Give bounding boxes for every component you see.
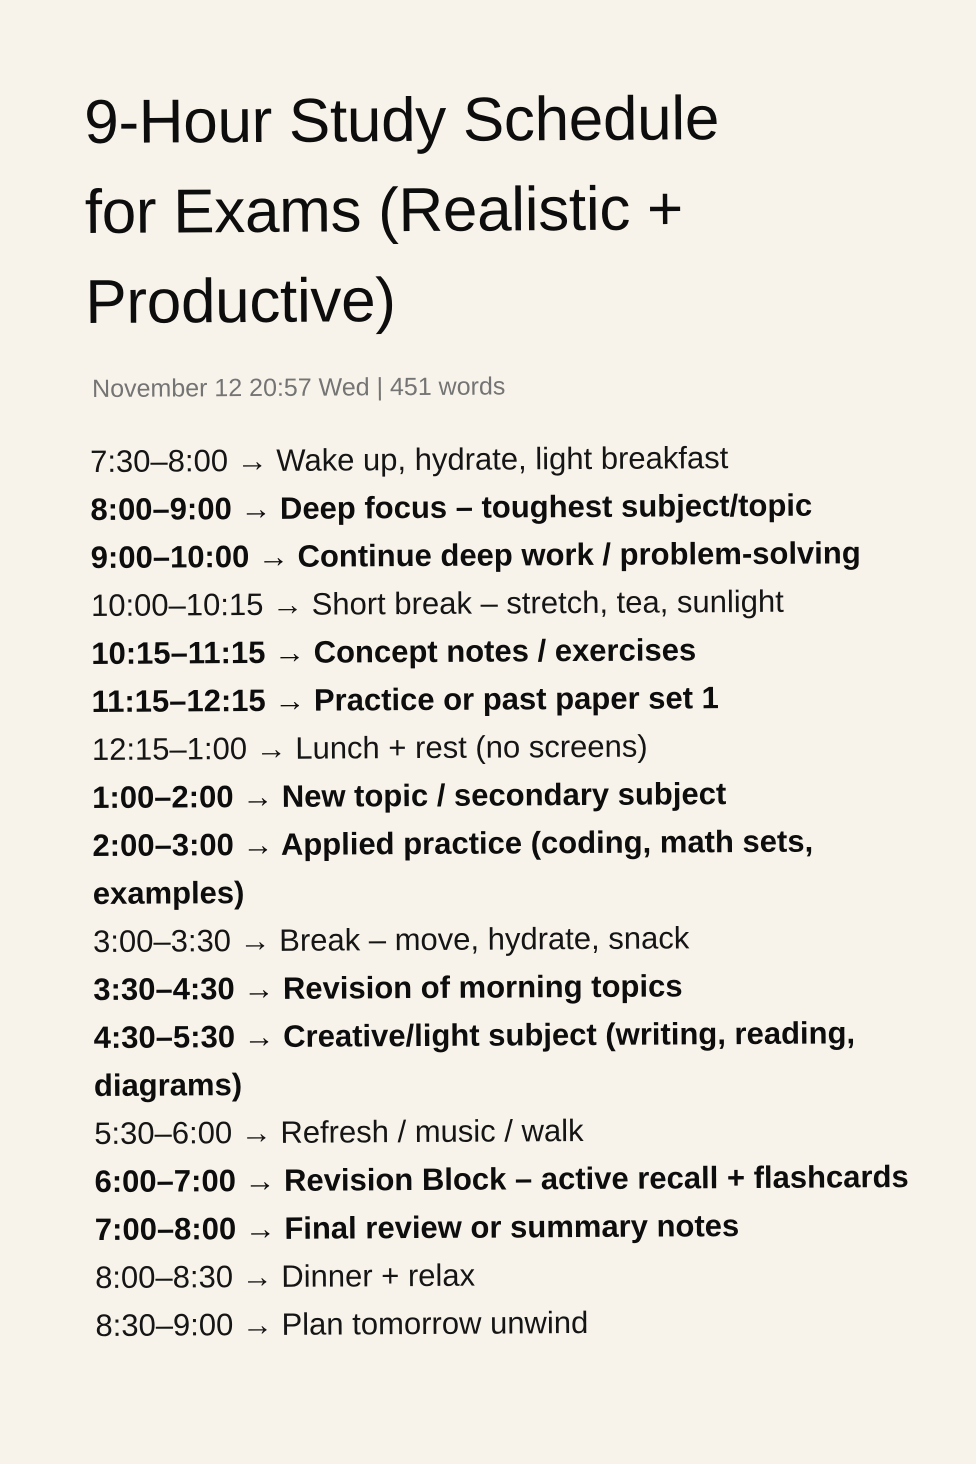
- schedule-item: 11:15–12:15 → Practice or past paper set 1: [91, 680, 719, 719]
- schedule-item: 8:30–9:00 → Plan tomorrow unwind: [95, 1304, 589, 1343]
- schedule-item: 7:00–8:00 → Final review or summary notes: [94, 1208, 740, 1247]
- schedule-item: 1:00–2:00 → New topic / secondary subject: [92, 776, 727, 815]
- schedule-item: 3:30–4:30 → Revision of morning topics: [93, 968, 683, 1007]
- note-title: 9-Hour Study Schedule for Exams (Realistic + Productive): [84, 84, 720, 337]
- schedule-item: 7:30–8:00 → Wake up, hydrate, light breakfast: [90, 440, 729, 479]
- schedule-item: 2:00–3:00 → Applied practice (coding, math sets, examples): [92, 823, 814, 911]
- schedule-item: 3:00–3:30 → Break – move, hydrate, snack: [92, 920, 690, 959]
- schedule-item: 12:15–1:00 → Lunch + rest (no screens): [91, 728, 648, 767]
- schedule-list: [90, 433, 926, 1350]
- schedule-item: 8:00–8:30 → Dinner + relax: [95, 1257, 476, 1295]
- schedule-item: 6:00–7:00 → Revision Block – active recall + flashcards: [94, 1159, 909, 1199]
- schedule-item: 5:30–6:00 → Refresh / music / walk: [94, 1112, 584, 1151]
- schedule-item: 10:15–11:15 → Concept notes / exercises: [91, 632, 697, 671]
- schedule-item: 10:00–10:15 → Short break – stretch, tea, sunlight: [90, 583, 784, 623]
- schedule-item: 9:00–10:00 → Continue deep work / problem-solving: [90, 535, 861, 575]
- note-meta: November 12 20:57 Wed | 451 words: [92, 372, 506, 403]
- schedule-item: 4:30–5:30 → Creative/light subject (writing, reading, diagrams): [93, 1015, 856, 1103]
- schedule-item: 8:00–9:00 → Deep focus – toughest subject/topic: [90, 487, 813, 527]
